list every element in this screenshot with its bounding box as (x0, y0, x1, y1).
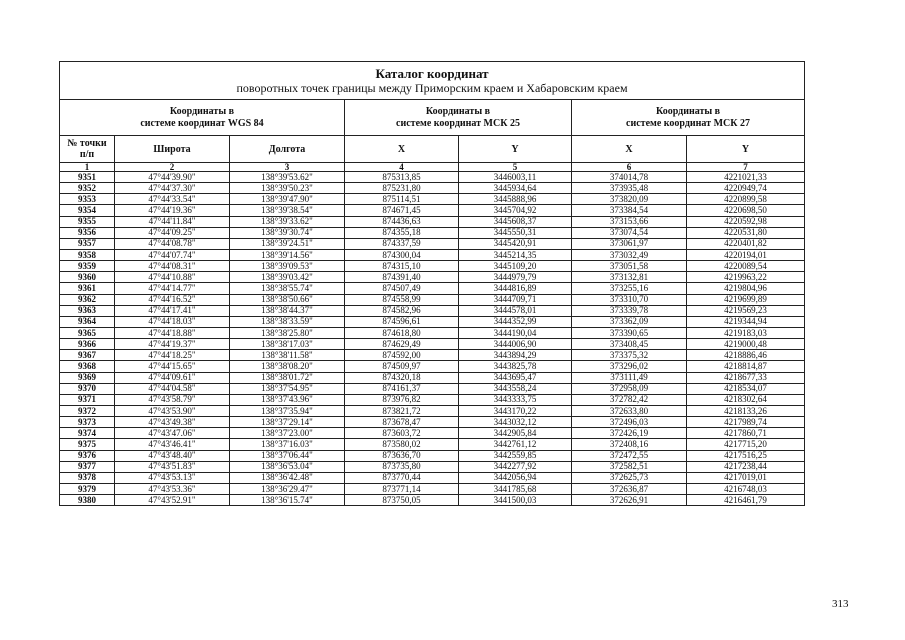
y-msk27-cell: 4219804,96 (687, 283, 805, 294)
group-header-msk25: Координаты в системе координат МСК 25 (345, 100, 572, 136)
y-msk27-cell: 4218302,64 (687, 394, 805, 405)
column-number: 6 (572, 163, 687, 172)
y-msk27-cell: 4220592,98 (687, 216, 805, 227)
x-msk25-cell: 874436,63 (345, 216, 459, 227)
y-msk27-cell: 4220531,80 (687, 227, 805, 238)
table-row (60, 194, 805, 205)
latitude-cell: 47°44'17.41" (115, 305, 230, 316)
x-msk27-cell: 372782,42 (572, 394, 687, 405)
x-msk27-cell: 373132,81 (572, 272, 687, 283)
latitude-cell: 47°44'10.88" (115, 272, 230, 283)
y-msk25-cell: 3441500,03 (459, 495, 572, 506)
y-msk27-cell: 4217516,25 (687, 450, 805, 461)
longitude-cell: 138°39'30.74" (230, 227, 345, 238)
y-msk25-cell: 3443695,47 (459, 372, 572, 383)
table-row (60, 216, 805, 227)
longitude-cell: 138°39'47.90" (230, 194, 345, 205)
latitude-cell: 47°44'04.58" (115, 383, 230, 394)
longitude-cell: 138°37'29.14" (230, 417, 345, 428)
table-row (60, 183, 805, 194)
x-msk25-cell: 874355,18 (345, 227, 459, 238)
longitude-cell: 138°38'55.74" (230, 283, 345, 294)
x-msk25-cell: 873771,14 (345, 483, 459, 494)
point-number-cell: 9377 (60, 461, 115, 472)
longitude-cell: 138°36'29.47" (230, 483, 345, 494)
latitude-cell: 47°43'49.38" (115, 417, 230, 428)
y-msk27-cell: 4220194,01 (687, 249, 805, 260)
point-number-cell: 9369 (60, 372, 115, 383)
column-header-y-msk25: Y (459, 136, 572, 163)
longitude-cell: 138°39'24.51" (230, 238, 345, 249)
y-msk25-cell: 3444190,04 (459, 327, 572, 338)
x-msk25-cell: 873603,72 (345, 428, 459, 439)
point-number-cell: 9365 (60, 327, 115, 338)
coordinate-catalog-table (59, 61, 805, 506)
x-msk27-cell: 372958,09 (572, 383, 687, 394)
y-msk25-cell: 3443032,12 (459, 417, 572, 428)
longitude-cell: 138°38'50.66" (230, 294, 345, 305)
x-msk25-cell: 873821,72 (345, 405, 459, 416)
column-number: 7 (687, 163, 805, 172)
table-row (60, 383, 805, 394)
table-row (60, 294, 805, 305)
y-msk27-cell: 4220698,50 (687, 205, 805, 216)
y-msk27-cell: 4220949,74 (687, 183, 805, 194)
longitude-cell: 138°39'09.53" (230, 261, 345, 272)
y-msk25-cell: 3442056,94 (459, 472, 572, 483)
column-number: 3 (230, 163, 345, 172)
latitude-cell: 47°44'39.90" (115, 172, 230, 183)
y-msk27-cell: 4220089,54 (687, 261, 805, 272)
x-msk27-cell: 373820,09 (572, 194, 687, 205)
latitude-cell: 47°44'08.78" (115, 238, 230, 249)
y-msk27-cell: 4220401,82 (687, 238, 805, 249)
point-number-cell: 9358 (60, 249, 115, 260)
y-msk27-cell: 4217715,20 (687, 439, 805, 450)
longitude-cell: 138°38'11.58" (230, 350, 345, 361)
table-title: Каталог координат (375, 65, 489, 81)
latitude-cell: 47°43'53.13" (115, 472, 230, 483)
table-row (60, 472, 805, 483)
x-msk27-cell: 373296,02 (572, 361, 687, 372)
y-msk27-cell: 4218886,46 (687, 350, 805, 361)
x-msk25-cell: 874671,45 (345, 205, 459, 216)
latitude-cell: 47°44'18.25" (115, 350, 230, 361)
x-msk25-cell: 874558,99 (345, 294, 459, 305)
y-msk25-cell: 3443825,78 (459, 361, 572, 372)
x-msk27-cell: 374014,78 (572, 172, 687, 183)
table-row (60, 227, 805, 238)
y-msk27-cell: 4219569,23 (687, 305, 805, 316)
point-number-cell: 9355 (60, 216, 115, 227)
y-msk25-cell: 3445608,37 (459, 216, 572, 227)
y-msk25-cell: 3444709,71 (459, 294, 572, 305)
y-msk27-cell: 4219000,48 (687, 339, 805, 350)
x-msk27-cell: 372472,55 (572, 450, 687, 461)
group-header-msk27: Координаты в системе координат МСК 27 (572, 100, 805, 136)
y-msk25-cell: 3444352,99 (459, 316, 572, 327)
latitude-cell: 47°44'08.31" (115, 261, 230, 272)
x-msk25-cell: 873580,02 (345, 439, 459, 450)
table-subtitle: поворотных точек границы между Приморским краем и Хабаровским краем (236, 80, 628, 95)
longitude-cell: 138°39'14.56" (230, 249, 345, 260)
table-row (60, 428, 805, 439)
x-msk25-cell: 874582,96 (345, 305, 459, 316)
x-msk27-cell: 373061,97 (572, 238, 687, 249)
y-msk25-cell: 3442559,85 (459, 450, 572, 461)
latitude-cell: 47°44'33.54" (115, 194, 230, 205)
point-number-cell: 9352 (60, 183, 115, 194)
x-msk25-cell: 873770,44 (345, 472, 459, 483)
x-msk27-cell: 373111,49 (572, 372, 687, 383)
table-row (60, 327, 805, 338)
latitude-cell: 47°43'48.40" (115, 450, 230, 461)
point-number-cell: 9380 (60, 495, 115, 506)
table-row (60, 316, 805, 327)
table-row (60, 238, 805, 249)
table-row (60, 461, 805, 472)
y-msk25-cell: 3445934,64 (459, 183, 572, 194)
latitude-cell: 47°43'51.83" (115, 461, 230, 472)
y-msk25-cell: 3445550,31 (459, 227, 572, 238)
y-msk25-cell: 3444816,89 (459, 283, 572, 294)
latitude-cell: 47°44'09.61" (115, 372, 230, 383)
x-msk27-cell: 373375,32 (572, 350, 687, 361)
point-number-cell: 9368 (60, 361, 115, 372)
point-number-cell: 9379 (60, 483, 115, 494)
table-title-cell (60, 62, 805, 100)
point-number-cell: 9354 (60, 205, 115, 216)
x-msk25-cell: 873976,82 (345, 394, 459, 405)
y-msk27-cell: 4219183,03 (687, 327, 805, 338)
x-msk25-cell: 874337,59 (345, 238, 459, 249)
x-msk27-cell: 373032,49 (572, 249, 687, 260)
x-msk25-cell: 873735,80 (345, 461, 459, 472)
y-msk25-cell: 3445109,20 (459, 261, 572, 272)
y-msk27-cell: 4217989,74 (687, 417, 805, 428)
x-msk27-cell: 372626,91 (572, 495, 687, 506)
x-msk25-cell: 873636,70 (345, 450, 459, 461)
x-msk25-cell: 874618,80 (345, 327, 459, 338)
longitude-cell: 138°36'15.74" (230, 495, 345, 506)
table-row (60, 305, 805, 316)
point-number-cell: 9366 (60, 339, 115, 350)
latitude-cell: 47°43'46.41" (115, 439, 230, 450)
x-msk27-cell: 372636,87 (572, 483, 687, 494)
column-number: 2 (115, 163, 230, 172)
column-header-longitude: Долгота (230, 136, 345, 163)
x-msk25-cell: 874300,04 (345, 249, 459, 260)
x-msk27-cell: 372408,16 (572, 439, 687, 450)
table-row (60, 249, 805, 260)
point-number-cell: 9356 (60, 227, 115, 238)
y-msk27-cell: 4218814,87 (687, 361, 805, 372)
x-msk27-cell: 373255,16 (572, 283, 687, 294)
point-number-cell: 9351 (60, 172, 115, 183)
y-msk25-cell: 3445214,35 (459, 249, 572, 260)
y-msk27-cell: 4217860,71 (687, 428, 805, 439)
column-header-y-msk27: Y (687, 136, 805, 163)
point-number-cell: 9374 (60, 428, 115, 439)
x-msk25-cell: 875231,80 (345, 183, 459, 194)
y-msk25-cell: 3443170,22 (459, 405, 572, 416)
x-msk25-cell: 874596,61 (345, 316, 459, 327)
y-msk25-cell: 3442905,84 (459, 428, 572, 439)
longitude-cell: 138°39'50.23" (230, 183, 345, 194)
longitude-cell: 138°39'03.42" (230, 272, 345, 283)
longitude-cell: 138°38'44.37" (230, 305, 345, 316)
table-row (60, 172, 805, 183)
table-row (60, 495, 805, 506)
x-msk27-cell: 373339,78 (572, 305, 687, 316)
column-number: 5 (459, 163, 572, 172)
latitude-cell: 47°44'15.65" (115, 361, 230, 372)
longitude-cell: 138°39'38.54" (230, 205, 345, 216)
point-number-cell: 9364 (60, 316, 115, 327)
table-row (60, 483, 805, 494)
latitude-cell: 47°44'19.37" (115, 339, 230, 350)
y-msk27-cell: 4217019,01 (687, 472, 805, 483)
y-msk27-cell: 4220899,58 (687, 194, 805, 205)
longitude-cell: 138°39'33.62" (230, 216, 345, 227)
table-body (60, 172, 805, 506)
y-msk27-cell: 4216461,79 (687, 495, 805, 506)
longitude-cell: 138°37'16.03" (230, 439, 345, 450)
point-number-cell: 9373 (60, 417, 115, 428)
point-number-cell: 9353 (60, 194, 115, 205)
table-row (60, 372, 805, 383)
y-msk27-cell: 4217238,44 (687, 461, 805, 472)
column-header-latitude: Широта (115, 136, 230, 163)
longitude-cell: 138°38'08.20" (230, 361, 345, 372)
y-msk25-cell: 3441785,68 (459, 483, 572, 494)
y-msk25-cell: 3442761,12 (459, 439, 572, 450)
table-row (60, 450, 805, 461)
x-msk27-cell: 373935,48 (572, 183, 687, 194)
x-msk27-cell: 373074,54 (572, 227, 687, 238)
x-msk25-cell: 874592,00 (345, 350, 459, 361)
table-row (60, 283, 805, 294)
latitude-cell: 47°43'47.06" (115, 428, 230, 439)
latitude-cell: 47°44'19.36" (115, 205, 230, 216)
y-msk25-cell: 3445888,96 (459, 194, 572, 205)
y-msk27-cell: 4216748,03 (687, 483, 805, 494)
longitude-cell: 138°37'06.44" (230, 450, 345, 461)
point-number-cell: 9367 (60, 350, 115, 361)
y-msk25-cell: 3443894,29 (459, 350, 572, 361)
latitude-cell: 47°43'53.90" (115, 405, 230, 416)
y-msk27-cell: 4221021,33 (687, 172, 805, 183)
x-msk25-cell: 873678,47 (345, 417, 459, 428)
longitude-cell: 138°36'42.48" (230, 472, 345, 483)
x-msk25-cell: 874391,40 (345, 272, 459, 283)
y-msk27-cell: 4218133,26 (687, 405, 805, 416)
longitude-cell: 138°38'01.72" (230, 372, 345, 383)
point-number-cell: 9370 (60, 383, 115, 394)
column-number: 4 (345, 163, 459, 172)
column-header-point-number: № точки п/п (60, 136, 115, 163)
y-msk27-cell: 4219699,89 (687, 294, 805, 305)
table-row (60, 205, 805, 216)
page-number: 313 (832, 598, 849, 610)
y-msk25-cell: 3444979,79 (459, 272, 572, 283)
x-msk27-cell: 373310,70 (572, 294, 687, 305)
table-row (60, 405, 805, 416)
point-number-cell: 9378 (60, 472, 115, 483)
point-number-cell: 9360 (60, 272, 115, 283)
latitude-cell: 47°44'16.52" (115, 294, 230, 305)
latitude-cell: 47°44'11.84" (115, 216, 230, 227)
longitude-cell: 138°38'25.80" (230, 327, 345, 338)
y-msk25-cell: 3445704,92 (459, 205, 572, 216)
x-msk27-cell: 372582,51 (572, 461, 687, 472)
y-msk27-cell: 4219963,22 (687, 272, 805, 283)
longitude-cell: 138°37'43.96" (230, 394, 345, 405)
latitude-cell: 47°44'07.74" (115, 249, 230, 260)
x-msk25-cell: 875313,85 (345, 172, 459, 183)
table-row (60, 261, 805, 272)
x-msk25-cell: 874509,97 (345, 361, 459, 372)
point-number-cell: 9375 (60, 439, 115, 450)
y-msk25-cell: 3445420,91 (459, 238, 572, 249)
longitude-cell: 138°38'33.59" (230, 316, 345, 327)
latitude-cell: 47°43'52.91" (115, 495, 230, 506)
longitude-cell: 138°37'35.94" (230, 405, 345, 416)
latitude-cell: 47°43'58.79" (115, 394, 230, 405)
y-msk25-cell: 3443558,24 (459, 383, 572, 394)
latitude-cell: 47°44'18.88" (115, 327, 230, 338)
latitude-cell: 47°44'09.25" (115, 227, 230, 238)
longitude-cell: 138°37'54.95" (230, 383, 345, 394)
x-msk27-cell: 373153,66 (572, 216, 687, 227)
x-msk27-cell: 373384,54 (572, 205, 687, 216)
table-row (60, 361, 805, 372)
y-msk25-cell: 3442277,92 (459, 461, 572, 472)
table-row (60, 394, 805, 405)
point-number-cell: 9371 (60, 394, 115, 405)
x-msk27-cell: 372633,80 (572, 405, 687, 416)
table-row (60, 350, 805, 361)
x-msk25-cell: 874320,18 (345, 372, 459, 383)
x-msk27-cell: 373051,58 (572, 261, 687, 272)
column-number: 1 (60, 163, 115, 172)
longitude-cell: 138°39'53.62" (230, 172, 345, 183)
y-msk27-cell: 4218534,07 (687, 383, 805, 394)
table-row (60, 272, 805, 283)
latitude-cell: 47°44'14.77" (115, 283, 230, 294)
x-msk27-cell: 373408,45 (572, 339, 687, 350)
x-msk25-cell: 874315,10 (345, 261, 459, 272)
group-header-wgs84: Координаты в системе координат WGS 84 (60, 100, 345, 136)
y-msk27-cell: 4218677,33 (687, 372, 805, 383)
x-msk25-cell: 873750,05 (345, 495, 459, 506)
x-msk25-cell: 874629,49 (345, 339, 459, 350)
y-msk25-cell: 3444006,90 (459, 339, 572, 350)
point-number-cell: 9362 (60, 294, 115, 305)
point-number-cell: 9361 (60, 283, 115, 294)
point-number-cell: 9372 (60, 405, 115, 416)
x-msk27-cell: 372426,19 (572, 428, 687, 439)
column-header-x-msk25: X (345, 136, 459, 163)
longitude-cell: 138°38'17.03" (230, 339, 345, 350)
table-row (60, 339, 805, 350)
x-msk27-cell: 373390,65 (572, 327, 687, 338)
point-number-cell: 9376 (60, 450, 115, 461)
latitude-cell: 47°44'37.30" (115, 183, 230, 194)
table-row (60, 439, 805, 450)
point-number-cell: 9363 (60, 305, 115, 316)
latitude-cell: 47°43'53.36" (115, 483, 230, 494)
x-msk25-cell: 874161,37 (345, 383, 459, 394)
x-msk27-cell: 373362,09 (572, 316, 687, 327)
x-msk25-cell: 874507,49 (345, 283, 459, 294)
x-msk27-cell: 372496,03 (572, 417, 687, 428)
latitude-cell: 47°44'18.03" (115, 316, 230, 327)
column-header-x-msk27: X (572, 136, 687, 163)
y-msk25-cell: 3446003,11 (459, 172, 572, 183)
x-msk27-cell: 372625,73 (572, 472, 687, 483)
table-row (60, 417, 805, 428)
longitude-cell: 138°36'53.04" (230, 461, 345, 472)
longitude-cell: 138°37'23.00" (230, 428, 345, 439)
y-msk25-cell: 3444578,01 (459, 305, 572, 316)
y-msk27-cell: 4219344,94 (687, 316, 805, 327)
point-number-cell: 9357 (60, 238, 115, 249)
x-msk25-cell: 875114,51 (345, 194, 459, 205)
y-msk25-cell: 3443333,75 (459, 394, 572, 405)
point-number-cell: 9359 (60, 261, 115, 272)
